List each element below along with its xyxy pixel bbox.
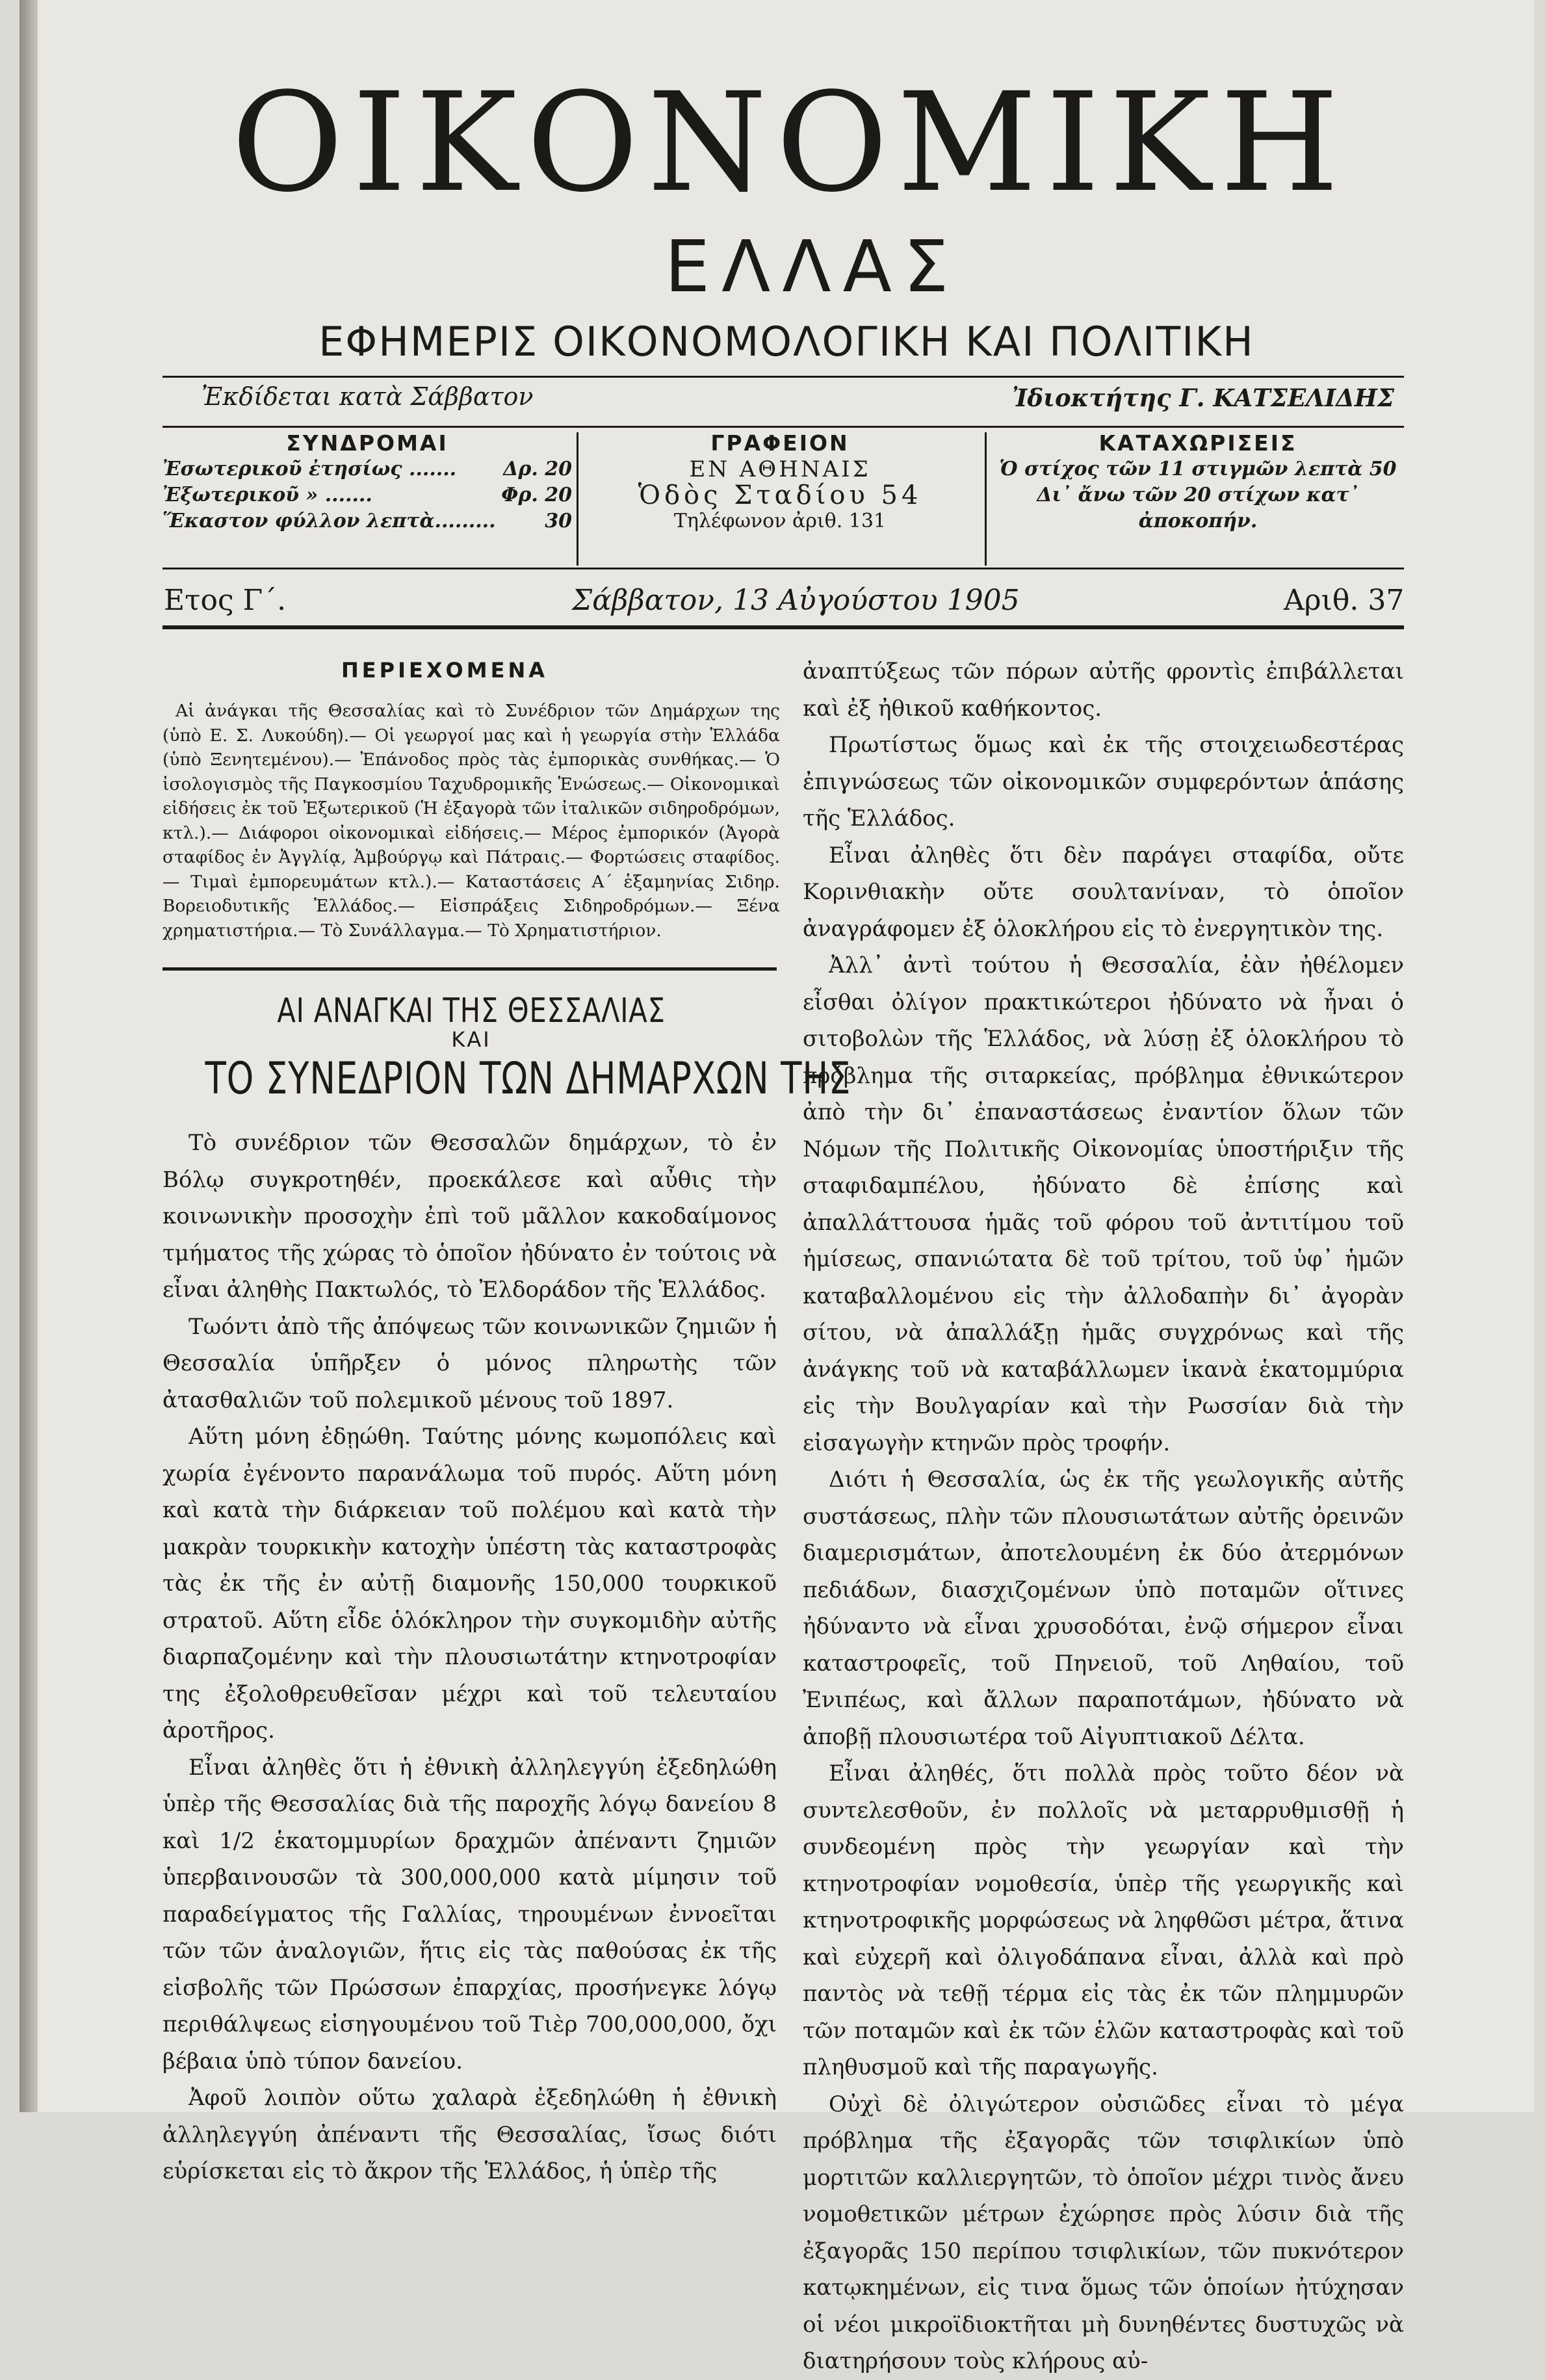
- contents-list: Αἱ ἀνάγκαι τῆς Θεσσαλίας καὶ τὸ Συνέδριον τῶν Δημάρχων της (ὑπὸ Ε. Σ. Λυκούδη).— Οἱ γεωργοί μας καὶ ἡ γεωργία στὴν Ἑλλάδα (ὑπὸ Ξενητεμένου).— Ἐπάνοδος πρὸς τὰς ἐμπορικὰς συνθήκας.— Ὁ ἰσολογισμὸς τῆς Παγκοσμίου Ταχυδρομικῆς Ἑνώσεως.— Οἰκονομικαὶ εἰδήσεις ἐκ τοῦ Ἐξωτερικοῦ (Ἡ ἐξαγορὰ τῶν ἰταλικῶν σιδηροδρόμων, κτλ.).— Διάφοροι οἰκονομικαὶ εἰδήσεις.— Μέρος ἐμπορικόν (Ἀγορὰ σταφίδος ἐν Ἀγγλίᾳ, Ἀμβούργῳ καὶ Πάτραις.— Φορτώσεις σταφίδος.— Τιμαὶ ἐμπορευμάτων κτλ.).— Καταστάσεις Α΄ ἑξαμηνίας Σιδηρ. Βορειοδυτικῆς Ἑλλάδος.— Εἰσπράξεις Σιδηροδρόμων.— Ξένα χρηματιστήρια.— Τὸ Συνάλλαγμα.— Τὸ Χρηματιστήριον.: [162, 701, 780, 941]
- ads-text: Ὁ στίχος τῶν 11 στιγμῶν λεπτὰ 50 Δι᾽ ἄνω τῶν 20 στίχων κατ᾽ ἀποκοπήν.: [999, 458, 1397, 532]
- masthead-rule-top: [162, 376, 1404, 378]
- paragraph: Ἀφοῦ λοιπὸν οὕτω χαλαρὰ ἐξεδηλώθη ἡ ἐθνικὴ ἀλληλεγγύη ἀπέναντι τῆς Θεσσαλίας, ἴσως διότι εὑρίσκεται εἰς τὸ ἄκρον τῆς Ἑλλάδος, ἡ ὑπὲρ τῆς: [162, 2085, 777, 2184]
- paragraph: Τωόντι ἀπὸ τῆς ἀπόψεως τῶν κοινωνικῶν ζημιῶν ἡ Θεσσαλία ὑπῆρξεν ὁ μόνος πληρωτὴς τῶν ἀτασθαλιῶν τοῦ πολεμικοῦ μένους τοῦ 1897.: [162, 1313, 777, 1413]
- newspaper-tagline: ΕΦΗΜΕΡΙΣ ΟΙΚΟΝΟΜΟΛΟΓΙΚΗ ΚΑΙ ΠΟΛΙΤΙΚΗ: [318, 318, 1254, 365]
- box-divider: [985, 432, 987, 566]
- office-phone: Τηλέφωνον ἀριθ. 131: [673, 510, 887, 532]
- owner-line: Ἰδιοκτήτης Γ. ΚΑΤΣΕΛΙΔΗΣ: [1012, 384, 1394, 412]
- paragraph: Τὸ συνέδριον τῶν Θεσσαλῶν δημάρχων, τὸ ἐν Βόλῳ συγκροτηθέν, προεκάλεσε καὶ αὖθις τὴν κοινωνικὴν προσοχὴν ἐπὶ τοῦ μᾶλλον κακοδαίμονος τμήματος τῆς χώρας τὸ ὁποῖον ἠδύνατο ἐν τούτοις νὰ εἶναι ἀληθὴς Πακτωλός, τὸ Ἐλδοράδον τῆς Ἑλλάδος.: [162, 1130, 777, 1303]
- article-headline-2: ΤΟ ΣΥΝΕΔΡΙΟΝ ΤΩΝ ΔΗΜΑΡΧΩΝ ΤΗΣ: [205, 1053, 851, 1105]
- ads-title: ΚΑΤΑΧΩΡΙΣΕΙΣ: [1098, 430, 1297, 456]
- paragraph: Οὐχὶ δὲ ὀλιγώτερον οὐσιῶδες εἶναι τὸ μέγα πρόβλημα τῆς ἐξαγορᾶς τῶν τσιφλικίων ὑπὸ μορτιτῶν καλλιεργητῶν, τὸ ὁποῖον μέχρι τινὸς ἄνευ νομοθετικῶν μέτρων ἐχώρησε πρὸς λύσιν διὰ τῆς ἐξαγορᾶς 150 περίπου τσιφλικίων, τῶν πυκνότερον κατῳκημένων, εἰς τινα ὅμως τῶν ὁποίων ἠτύχησαν οἱ νέοι μικροϊδιοκτῆται μὴ δυνηθέντες δυστυχῶς νὰ διατηρήσουν τοὺς κλήρους αὐ-: [803, 2091, 1404, 2374]
- masthead-rule-bottom: [162, 568, 1404, 569]
- office-street: Ὁδὸς Σταδίου 54: [638, 480, 922, 510]
- paragraph: Εἶναι ἀληθὲς ὅτι ἡ ἐθνικὴ ἀλληλεγγύη ἐξεδηλώθη ὑπὲρ τῆς Θεσσαλίας διὰ τῆς παροχῆς λόγῳ δανείου 8 καὶ 1/2 ἑκατομμυρίων δραχμῶν ἀπέναντι ζημιῶν ὑπερβαινουσῶν τὰ 300,000,000 κατὰ μίμησιν τοῦ παραδείγματος τῆς Γαλλίας, τηρουμένων ἐννοεῖται τῶν τῶν ἀναλογιῶν, ἥτις εἰς τὰς παθούσας ἐκ τῆς εἰσβολῆς τῶν Πρώσσων ἐπαρχίας, προσήνεγκε λόγῳ περιθάλψεως εἰσηγουμένου τοῦ Τιὲρ 700,000,000, ὄχι βέβαια ὑπὸ τύπον δανείου.: [162, 1754, 777, 2074]
- paragraph: ἀναπτύξεως τῶν πόρων αὐτῆς φροντὶς ἐπιβάλλεται καὶ ἐξ ἠθικοῦ καθήκοντος.: [803, 659, 1404, 722]
- article-headline-1: ΑΙ ΑΝΑΓΚΑΙ ΤΗΣ ΘΕΣΣΑΛΙΑΣ: [277, 991, 666, 1030]
- box-divider: [577, 432, 578, 566]
- office-box: [582, 430, 978, 564]
- binding-gutter: [19, 0, 38, 2112]
- paragraph: Αὕτη μόνη ἐδῃώθη. Ταύτης μόνης κωμοπόλεις καὶ χωρία ἐγένοντο παρανάλωμα τοῦ πυρός. Αὕτη μόνη καὶ κατὰ τὴν διάρκειαν τοῦ πολέμου καὶ κατὰ τὴν μακρὰν τουρκικὴν κατοχὴν ὑπέστη τὰς καταστροφὰς τὰς ἐκ τῆς ἐν αὐτῇ διαμονῆς 150,000 τουρκικοῦ στρατοῦ. Αὕτη εἶδε ὁλόκληρον τὴν συγκομιδὴν αὐτῆς διαρπαζομένην καὶ τὴν πλουσιωτάτην κτηνοτροφίαν της ἐξολοθρευθεῖσαν μέχρι καὶ τοῦ τελευταίου ἀροτῆρος.: [162, 1424, 777, 1744]
- office-city: ΕΝ ΑΘΗΝΑΙΣ: [689, 456, 871, 482]
- paragraph: Πρωτίστως ὅμως καὶ ἐκ τῆς στοιχειωδεστέρας ἐπιγνώσεως τῶν οἰκονομικῶν συμφερόντων ἁπάσης τῆς Ἑλλάδος.: [803, 732, 1404, 831]
- paragraph: Διότι ἡ Θεσσαλία, ὡς ἐκ τῆς γεωλογικῆς αὐτῆς συστάσεως, πλὴν τῶν πλουσιωτάτων αὐτῆς ὀρεινῶν διαμερισμάτων, ἀποτελουμένη ἐκ δύο ἀτερμόνων πεδιάδων, διασχιζομένων ὑπὸ ποταμῶν οἵτινες ἠδύναντο νὰ εἶναι χρυσοδόται, ἐνῷ σήμερον εἶναι καταστροφεῖς, τοῦ Πηνειοῦ, τοῦ Ληθαίου, τοῦ Ἐνιπέως, καὶ ἄλλων παραποτάμων, ἠδύνατο νὰ ἀποβῇ πλουσιωτέρα τοῦ Αἰγυπτιακοῦ Δέλτα.: [803, 1467, 1404, 1750]
- office-title: ΓΡΑΦΕΙΟΝ: [710, 430, 850, 456]
- volume-year: Ετος Γ΄.: [164, 584, 287, 617]
- masthead-rule-mid: [162, 426, 1404, 428]
- subscription-row: Ἐξωτερικοῦ » ....... Φρ. 20: [162, 484, 572, 506]
- publication-frequency: Ἐκδίδεται κατὰ Σάββατον: [201, 382, 534, 411]
- subscriptions-box: [162, 430, 572, 564]
- article-column-right: [803, 653, 1404, 2380]
- contents-title: ΠΕΡΙΕΧΟΜΕΝΑ: [341, 658, 548, 683]
- dateline-rule: [162, 625, 1404, 629]
- article-column-left: [162, 1125, 777, 2190]
- issue-number: Αριθ. 37: [1284, 584, 1405, 617]
- issue-date: Σάββατον, 13 Αὐγούστου 1905: [572, 584, 1020, 617]
- subscriptions-title: ΣΥΝΔΡΟΜΑΙ: [286, 430, 448, 456]
- paragraph: Εἶναι ἀληθές, ὅτι πολλὰ πρὸς τοῦτο δέον νὰ συντελεσθοῦν, ἐν πολλοῖς νὰ μεταρρυθμισθῇ ἡ συνδεομένη πρὸς τὴν γεωργίαν καὶ τὴν κτηνοτροφίαν νομοθεσία, ὑπὲρ τῆς γεωργικῆς καὶ κτηνοτροφικῆς μορφώσεως νὰ ληφθῶσι μέτρα, ἅτινα καὶ εὐχερῆ καὶ ὀλιγοδάπανα εἶναι, ἀλλὰ καὶ πρὸ παντὸς νὰ τεθῇ τέρμα εἰς τὰς ἐκ τῶν πλημμυρῶν τῶν ποταμῶν καὶ ἐκ τῶν ἑλῶν καταστροφὰς καὶ τοῦ πληθυσμοῦ καὶ τῆς παραγωγῆς.: [803, 1760, 1404, 2080]
- subscription-row: Ἐσωτερικοῦ ἐτησίως ....... Δρ. 20: [162, 458, 572, 480]
- ads-box: [993, 430, 1403, 564]
- paragraph: Εἶναι ἀληθὲς ὅτι δὲν παράγει σταφίδα, οὔτε Κορινθιακὴν οὔτε σουλτανίναν, τὸ ὁποῖον ἀναγράφομεν ἐξ ὁλοκλήρου εἰς τὸ ἐνεργητικὸν της.: [803, 842, 1404, 942]
- newspaper-subtitle: ΕΛΛΑΣ: [664, 225, 961, 308]
- paragraph: Ἀλλ᾽ ἀντὶ τούτου ἡ Θεσσαλία, ἐὰν ἠθέλομεν εἶσθαι ὀλίγον πρακτικώτεροι ἠδύνατο νὰ ἦναι ὁ σιτοβολὼν τῆς Ἑλλάδος, νὰ λύσῃ ἐξ ὁλοκλήρου τὸ πρόβλημα τῆς σιταρκείας, πρόβλημα ἐθνικώτερον ἀπὸ τὴν δι᾽ ἐπαναστάσεως ἐναντίον ὅλων τῶν Νόμων τῆς Πολιτικῆς Οἰκονομίας ὑποστήριξιν τῆς σταφιδαμπέλου, ἠδύνατο δὲ ἐπίσης καὶ ἀπαλλάττουσα ἡμᾶς τοῦ φόρου τοῦ ἀντιτίμου τοῦ ἡμίσεως, σπανιώτατα δὲ τοῦ τρίτου, τοῦ ὑφ᾽ ἡμῶν καταβαλλομένου εἰς τὴν ἀλλοδαπὴν δι᾽ ἀγορὰν σίτου, νὰ ἀπαλλάξῃ ἡμᾶς συγχρόνως καὶ τῆς ἀνάγκης τοῦ νὰ καταβάλλωμεν ἱκανὰ ἑκατομμύρια εἰς τὴν Βουλγαρίαν καὶ τὴν Ρωσσίαν διὰ τὴν εἰσαγωγὴν κτηνῶν πρὸς τροφήν.: [803, 952, 1404, 1456]
- article-headline-kai: ΚΑΙ: [451, 1027, 491, 1052]
- newspaper-title: ΟΙΚΟΝΟΜΙΚΗ: [231, 63, 1349, 222]
- subscription-row: Ἕκαστον φύλλον λεπτὰ......... 30: [162, 510, 572, 532]
- contents-rule: [162, 967, 777, 971]
